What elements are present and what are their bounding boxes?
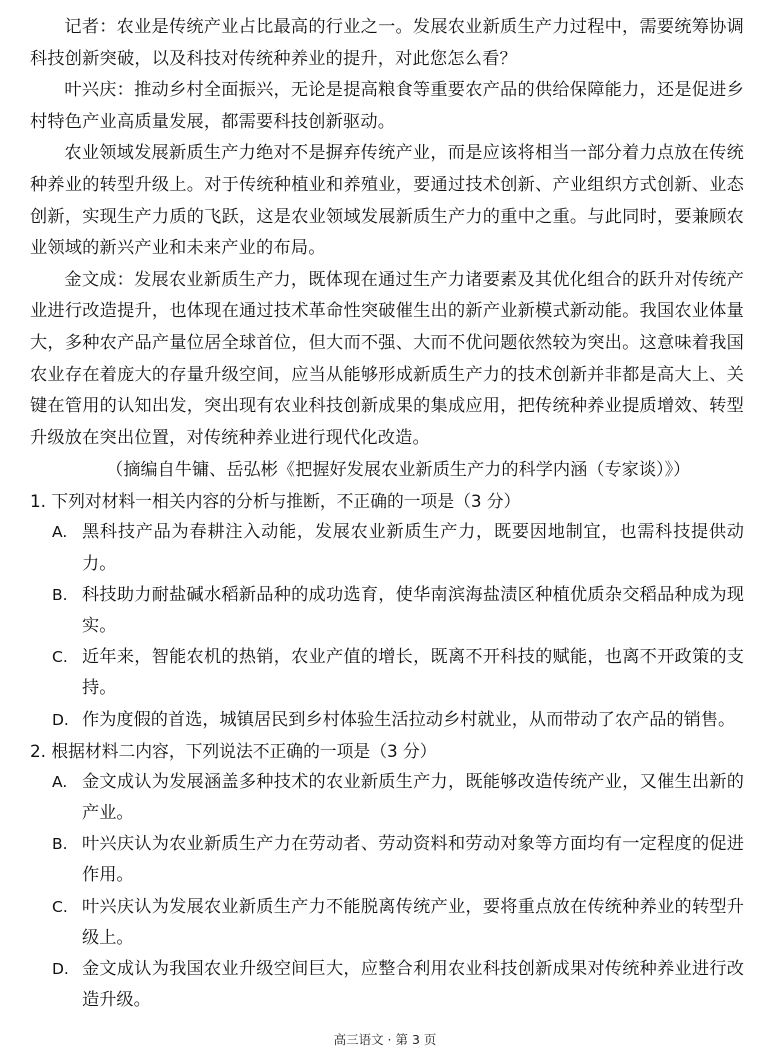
option-letter: C. [52, 648, 68, 667]
option-c [30, 642, 744, 704]
option-a [30, 767, 744, 829]
option-letter: A. [52, 772, 68, 791]
option-d [30, 705, 744, 736]
option-text: 叶兴庆认为农业新质生产力在劳动者、劳动资料和劳动对象等方面均有一定程度的促进作用。 [82, 834, 744, 886]
material-paragraph: 农业领域发展新质生产力绝对不是摒弃传统产业，而是应该将相当一部分着力点放在传统种养业的转型升级上。对于传统种植业和养殖业，要通过技术创新、产业组织方式创新、业态创新，实现生产力质的飞跃，这是农业领域发展新质生产力的重中之重。与此同时，要兼顾农业领域的新兴产业和未来产业的布局。 [30, 143, 744, 259]
question-1 [30, 486, 744, 735]
option-c [30, 892, 744, 954]
reading-material [30, 12, 744, 486]
question-stem: 1. 下列对材料一相关内容的分析与推断，不正确的一项是（3 分） [30, 491, 521, 512]
option-text: 金文成认为我国农业升级空间巨大，应整合利用农业科技创新成果对传统种养业进行改造升级。 [82, 958, 744, 1011]
option-letter: C. [52, 897, 68, 916]
material-source: （摘编自牛镛、岳弘彬《把握好发展农业新质生产力的科学内涵（专家谈）》） [106, 460, 691, 481]
option-b [30, 829, 744, 891]
option-text: 作为度假的首选，城镇居民到乡村体验生活拉动乡村就业，从而带动了农产品的销售。 [82, 709, 736, 730]
option-letter: D. [52, 959, 69, 978]
material-paragraph: 记者：农业是传统产业占比最高的行业之一。发展农业新质生产力过程中，需要统筹协调科技创新突破，以及科技对传统种养业的提升，对此您怎么看？ [30, 17, 744, 69]
material-paragraph: 叶兴庆：推动乡村全面振兴，无论是提高粮食等重要农产品的供给保障能力，还是促进乡村特色产业高质量发展，都需要科技创新驱动。 [30, 80, 744, 132]
option-text: 近年来，智能农机的热销，农业产值的增长，既离不开科技的赋能，也离不开政策的支持。 [82, 647, 744, 699]
option-text: 金文成认为发展涵盖多种技术的农业新质生产力，既能够改造传统产业，又催生出新的产业。 [82, 771, 744, 823]
material-paragraph: 金文成：发展农业新质生产力，既体现在通过生产力诸要素及其优化组合的跃升对传统产业进行改造提升，也体现在通过技术革命性突破催生出的新产业新模式新动能。我国农业体量大，多种农产品产量位居全球首位，但大而不强、大而不优问题依然较为突出。这意味着我国农业存在着庞大的存量升级空间，应当从能够形成新质生产力的技术创新并非都是高大上、关键在管用的认知出发，突出现有农业科技创新成果的集成应用，把传统种养业提质增效、转型升级放在突出位置，对传统种养业进行现代化改造。 [30, 269, 744, 448]
option-d [30, 954, 744, 1016]
option-letter: A. [52, 523, 68, 542]
option-text: 科技助力耐盐碱水稻新品种的成功选育，使华南滨海盐渍区种植优质杂交稻品种成为现实。 [82, 584, 744, 636]
question-stem: 2. 根据材料二内容，下列说法不正确的一项是（3 分） [30, 740, 437, 761]
option-text: 黑科技产品为春耕注入动能，发展农业新质生产力，既要因地制宜，也需科技提供动力。 [82, 522, 744, 574]
page-footer: 高三语文 · 第 3 页 [333, 1032, 437, 1047]
option-letter: B. [52, 835, 68, 854]
option-letter: D. [52, 710, 69, 729]
option-text: 叶兴庆认为发展农业新质生产力不能脱离传统产业，要将重点放在传统种养业的转型升级上。 [82, 896, 744, 948]
option-a [30, 517, 744, 579]
option-b [30, 580, 744, 642]
option-letter: B. [52, 585, 68, 604]
question-2 [30, 736, 744, 1017]
